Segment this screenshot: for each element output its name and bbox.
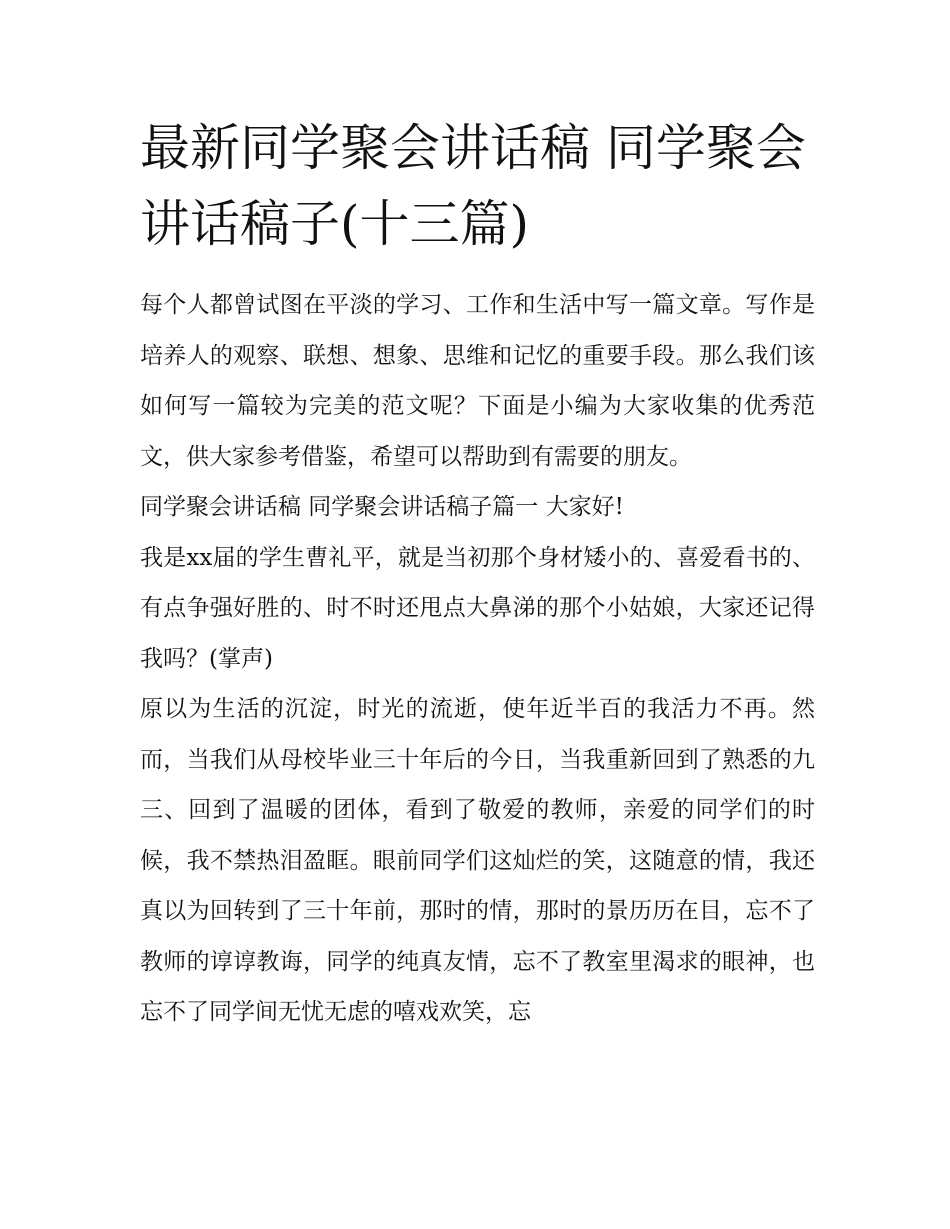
section-heading-paragraph: 同学聚会讲话稿 同学聚会讲话稿子篇一 大家好! xyxy=(140,494,624,520)
reflection-paragraph: 原以为生活的沉淀，时光的流逝，使年近半百的我活力不再。然而，当我们从母校毕业三十年后的今日，当我重新回到了熟悉的九三、回到了温暖的团体，看到了敬爱的教师，亲爱的同学们的时候，我不禁热泪盈眶。眼前同学们这灿烂的笑，这随意的情，我还真以为回转到了三十年前，那时的情，那时的景历历在目，忘不了教师的谆谆教诲，同学的纯真友情，忘不了教室里渴求的眼神，也忘不了同学间无忧无虑的嘻戏欢笑，忘 xyxy=(140,696,815,1025)
document-title: 最新同学聚会讲话稿 同学聚会讲话稿子(十三篇) xyxy=(140,119,806,253)
intro-paragraph: 每个人都曾试图在平淡的学习、工作和生活中写一篇文章。写作是培养人的观察、联想、想象、思维和记忆的重要手段。那么我们该如何写一篇较为完美的范文呢？下面是小编为大家收集的优秀范文，供大家参考借鉴，希望可以帮助到有需要的朋友。 xyxy=(140,292,815,470)
self-introduction-paragraph: 我是xx届的学生曹礼平，就是当初那个身材矮小的、喜爱看书的、有点争强好胜的、时不时还甩点大鼻涕的那个小姑娘，大家还记得我吗？(掌声) xyxy=(140,544,815,672)
document-body xyxy=(140,110,815,1038)
